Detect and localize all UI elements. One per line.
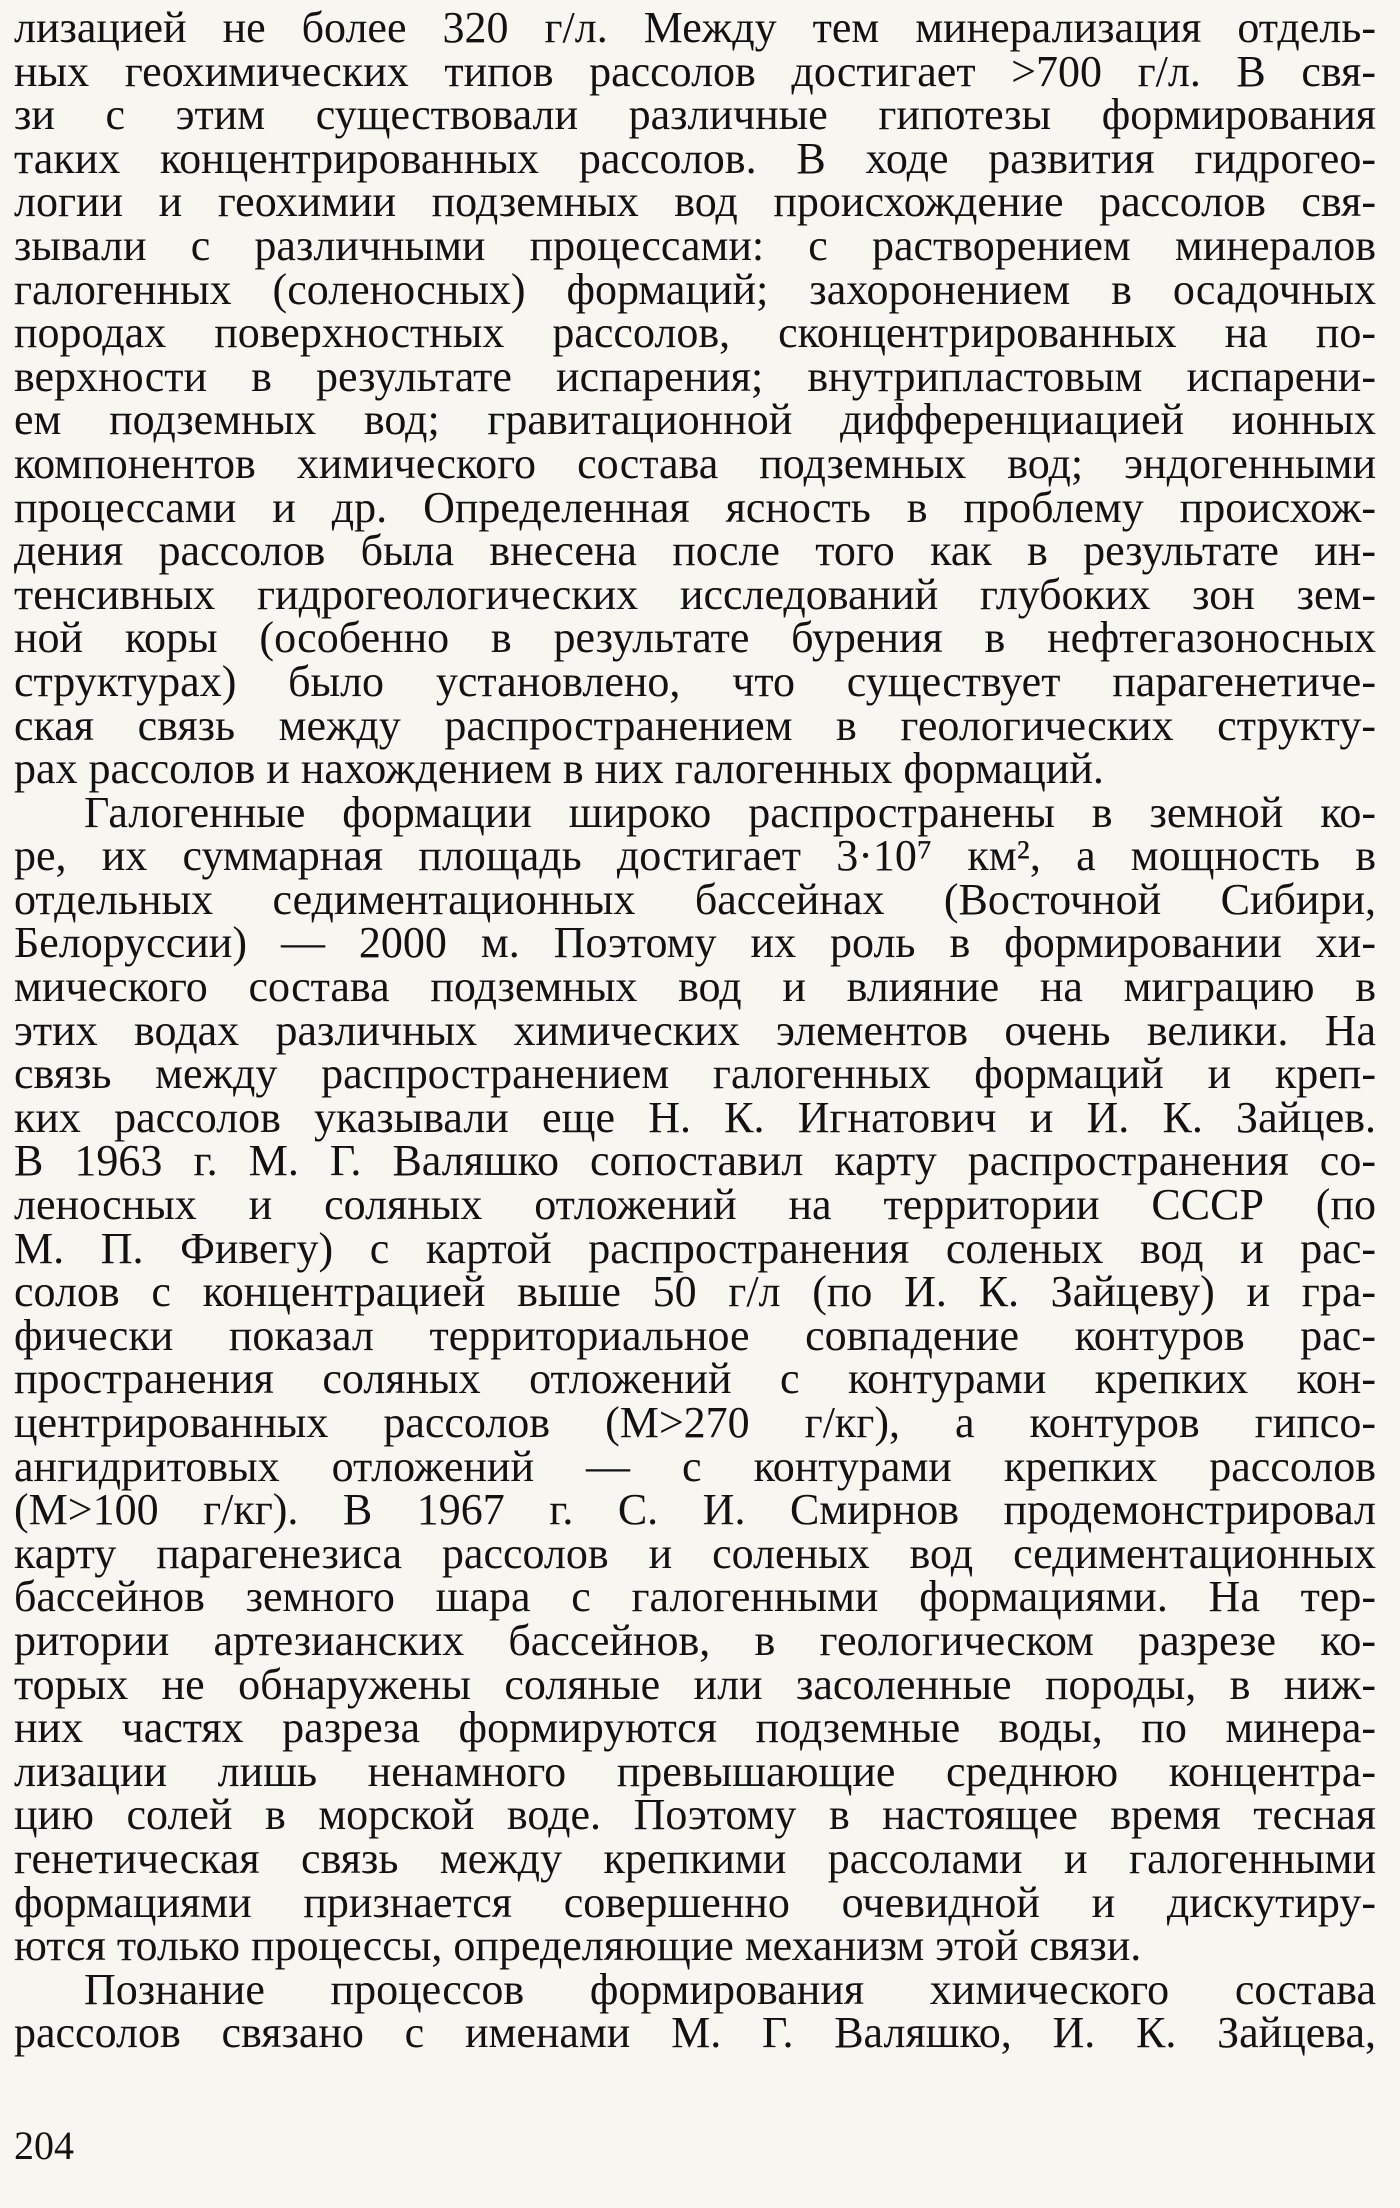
text-line: рах рассолов и нахождением в них галогенных формаций. <box>14 744 1104 794</box>
text-line: ре, их суммарная площадь достигает 3·10⁷ км², а мощность в <box>14 831 1376 881</box>
text-line: верхности в результате испарения; внутрипластовым испарени- <box>14 351 1376 401</box>
text-line: логии и геохимии подземных вод происхождение рассолов свя- <box>14 177 1376 227</box>
text-line: зывали с различными процессами: с растворением минералов <box>14 220 1376 270</box>
text-line: ская связь между распространением в геологических структу- <box>14 700 1376 750</box>
text-line: галогенных (соленосных) формаций; захоронением в осадочных <box>14 264 1376 314</box>
text-line: тенсивных гидрогеологических исследований глубоких зон зем- <box>14 569 1376 619</box>
text-line: леносных и соляных отложений на территории СССР (по <box>14 1180 1376 1230</box>
text-line: дения рассолов была внесена после того как в результате ин- <box>14 526 1376 576</box>
text-line: Познание процессов формирования химического состава <box>84 1964 1376 2014</box>
text-line: пространения соляных отложений с контурами крепких кон- <box>14 1354 1376 1404</box>
text-line: лизации лишь ненамного превышающие среднюю концентра- <box>14 1746 1376 1796</box>
text-line: связь между распространением галогенных формаций и креп- <box>14 1049 1376 1099</box>
text-line: (M>100 г/кг). В 1967 г. С. И. Смирнов продемонстрировал <box>14 1485 1376 1535</box>
text-line: центрированных рассолов (M>270 г/кг), а контуров гипсо- <box>14 1398 1376 1447</box>
text-line: ной коры (особенно в результате бурения в нефтегазоносных <box>14 613 1376 663</box>
text-line: породах поверхностных рассолов, сконцентрированных на по- <box>14 308 1376 358</box>
text-line: формациями признается совершенно очевидной и дискутиру- <box>14 1877 1376 1927</box>
text-line: лизацией не более 320 г/л. Между тем минерализация отдель- <box>14 3 1376 52</box>
text-line: М. П. Фивегу) с картой распространения соленых вод и рас- <box>14 1223 1376 1273</box>
text-line: карту парагенезиса рассолов и соленых вод седиментационных <box>14 1528 1376 1578</box>
text-line: Белоруссии) — 2000 м. Поэтому их роль в формировании хи- <box>14 918 1376 968</box>
text-line: фически показал территориальное совпадение контуров рас- <box>14 1310 1376 1360</box>
text-line: ких рассолов указывали еще Н. К. Игнатович и И. К. Зайцев. <box>14 1092 1376 1142</box>
text-line: солов с концентрацией выше 50 г/л (по И. К. Зайцеву) и гра- <box>14 1267 1376 1317</box>
page-number: 204 <box>14 2123 74 2168</box>
text-line: ритории артезианских бассейнов, в геологическом разрезе ко- <box>14 1615 1376 1665</box>
text-line: зи с этим существовали различные гипотезы формирования <box>14 90 1376 140</box>
text-line: структурах) было установлено, что существует парагенетиче- <box>14 656 1376 706</box>
text-line: Галогенные формации широко распространены в земной ко- <box>84 787 1376 837</box>
text-line: таких концентрированных рассолов. В ходе развития гидрогео- <box>14 133 1376 183</box>
text-line: В 1963 г. М. Г. Валяшко сопоставил карту распространения со- <box>14 1136 1376 1186</box>
text-line: ангидритовых отложений — с контурами крепких рассолов <box>14 1441 1376 1491</box>
text-line: мического состава подземных вод и влияние на миграцию в <box>14 962 1376 1012</box>
text-line: процессами и др. Определенная ясность в проблему происхож- <box>14 482 1376 532</box>
text-line: них частях разреза формируются подземные воды, по минера- <box>14 1703 1376 1753</box>
text-line: ных геохимических типов рассолов достигает >700 г/л. В свя- <box>14 46 1376 96</box>
text-line: торых не обнаружены соляные или засоленные породы, в ниж- <box>14 1659 1376 1709</box>
body-text <box>14 3 1376 2058</box>
text-line: бассейнов земного шара с галогенными формациями. На тер- <box>14 1572 1376 1622</box>
text-line: этих водах различных химических элементов очень велики. На <box>14 1005 1376 1055</box>
text-line: цию солей в морской воде. Поэтому в настоящее время тесная <box>14 1790 1376 1840</box>
document-page <box>14 3 1376 2202</box>
text-line: компонентов химического состава подземных вод; эндогенными <box>14 438 1376 488</box>
text-line: отдельных седиментационных бассейнах (Восточной Сибири, <box>14 874 1376 924</box>
text-line: генетическая связь между крепкими рассолами и галогенными <box>14 1833 1376 1883</box>
text-line: ем подземных вод; гравитационной дифференциацией ионных <box>14 395 1376 445</box>
text-line: ются только процессы, определяющие механизм этой связи. <box>14 1921 1142 1971</box>
text-line: рассолов связано с именами М. Г. Валяшко, И. К. Зайцева, <box>14 2008 1376 2058</box>
